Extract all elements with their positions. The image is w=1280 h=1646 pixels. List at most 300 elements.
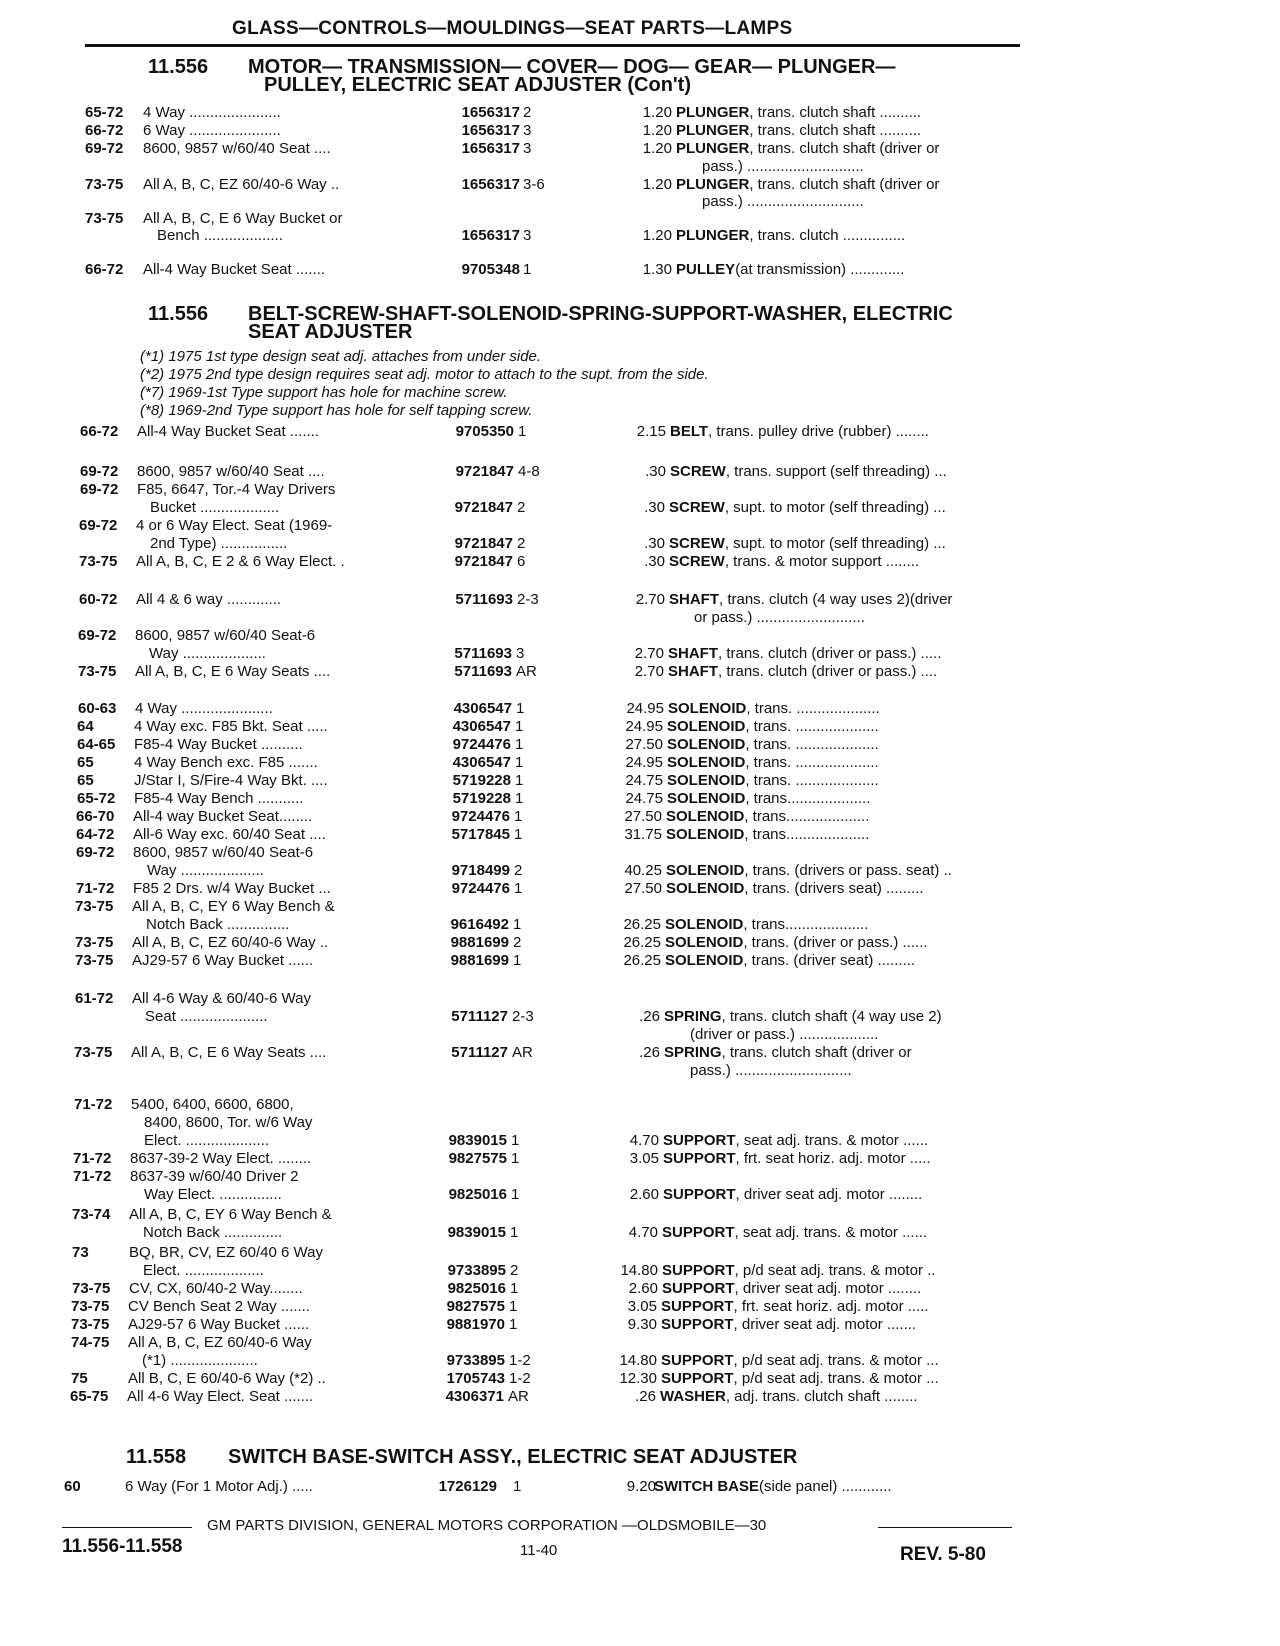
price-cell: 2.70 bbox=[635, 591, 665, 608]
part-description-cell: , trans.................... bbox=[745, 790, 871, 807]
section-3-number: 11.558 bbox=[126, 1446, 187, 1468]
year-cell: 71-72 bbox=[73, 1150, 112, 1167]
part-name-cell: SOLENOID bbox=[667, 718, 746, 735]
quantity-cell: AR bbox=[512, 1044, 533, 1061]
quantity-cell: 1 bbox=[511, 1186, 520, 1203]
price-cell: 24.75 bbox=[625, 772, 663, 789]
part-number-cell: 9721847 bbox=[454, 535, 513, 552]
year-cell: 73 bbox=[72, 1244, 89, 1261]
year-cell: 73-75 bbox=[74, 1044, 113, 1061]
part-name-cell: SUPPORT bbox=[661, 1298, 734, 1315]
model-cell: All A, B, C, E 6 Way Bucket or bbox=[143, 210, 343, 227]
part-name-cell: PLUNGER bbox=[676, 122, 750, 139]
year-cell: 73-75 bbox=[71, 1298, 110, 1315]
part-number-cell: 9721847 bbox=[454, 553, 513, 570]
quantity-cell: AR bbox=[508, 1388, 529, 1405]
quantity-cell: 2 bbox=[517, 535, 526, 552]
price-cell: 3.05 bbox=[629, 1150, 659, 1167]
part-description-cell: , trans. clutch shaft (driver or bbox=[749, 140, 940, 157]
table-row bbox=[0, 481, 1280, 498]
model-cell: AJ29-57 6 Way Bucket ...... bbox=[132, 952, 314, 969]
year-cell: 73-75 bbox=[85, 176, 124, 193]
table-row bbox=[0, 754, 1280, 771]
part-number-cell: 9881699 bbox=[450, 952, 509, 969]
table-row bbox=[0, 880, 1280, 897]
quantity-cell: 1 bbox=[510, 1224, 519, 1241]
table-row bbox=[0, 1370, 1280, 1387]
part-description-cell: pass.) ............................ bbox=[690, 1062, 852, 1079]
quantity-cell: 1 bbox=[523, 261, 532, 278]
model-cell: All-4 Way Bucket Seat ....... bbox=[143, 261, 326, 278]
part-description-cell: , trans. clutch (driver or pass.) .... bbox=[718, 663, 938, 680]
model-cell: All-4 way Bucket Seat........ bbox=[133, 808, 313, 825]
footer-division: GM PARTS DIVISION, GENERAL MOTORS CORPORATION —OLDSMOBILE—30 bbox=[207, 1517, 767, 1534]
table-row bbox=[0, 499, 1280, 516]
table-row bbox=[0, 808, 1280, 825]
quantity-cell: 2 bbox=[514, 862, 523, 879]
part-description-cell: , driver seat adj. motor ........ bbox=[734, 1280, 922, 1297]
footer-revision: REV. 5-80 bbox=[900, 1544, 986, 1565]
section-2-note-1: (*1) 1975 1st type design seat adj. attaches from under side. bbox=[140, 348, 542, 365]
year-cell: 73-75 bbox=[79, 553, 118, 570]
model-cell: Way Elect. ............... bbox=[144, 1186, 282, 1203]
table-row bbox=[0, 916, 1280, 933]
table-row bbox=[0, 1262, 1280, 1279]
part-description-cell: , frt. seat horiz. adj. motor ..... bbox=[733, 1298, 929, 1315]
part-name-cell: WASHER bbox=[660, 1388, 726, 1405]
table-row bbox=[0, 158, 1280, 175]
model-cell: All A, B, C, EZ 60/40-6 Way .. bbox=[143, 176, 340, 193]
quantity-cell: 1 bbox=[514, 880, 523, 897]
price-cell: .30 bbox=[644, 553, 665, 570]
table-row bbox=[0, 663, 1280, 680]
part-name-cell: PLUNGER bbox=[676, 176, 750, 193]
model-cell: 8637-39 w/60/40 Driver 2 bbox=[130, 1168, 299, 1185]
model-cell: CV Bench Seat 2 Way ....... bbox=[128, 1298, 311, 1315]
table-row bbox=[0, 898, 1280, 915]
quantity-cell: 1 bbox=[515, 736, 524, 753]
year-cell: 74-75 bbox=[71, 1334, 110, 1351]
part-description-cell: , driver seat adj. motor ....... bbox=[733, 1316, 917, 1333]
header-rule bbox=[85, 44, 1020, 47]
part-name-cell: SOLENOID bbox=[668, 700, 747, 717]
model-cell: All A, B, C, EY 6 Way Bench & bbox=[129, 1206, 332, 1223]
part-name-cell: SOLENOID bbox=[667, 736, 746, 753]
price-cell: 40.25 bbox=[624, 862, 662, 879]
quantity-cell: 1 bbox=[514, 826, 523, 843]
model-cell: 2nd Type) ................ bbox=[150, 535, 288, 552]
quantity-cell: 2 bbox=[517, 499, 526, 516]
model-cell: All-6 Way exc. 60/40 Seat .... bbox=[133, 826, 326, 843]
part-description-cell: , trans. clutch (4 way uses 2)(driver bbox=[719, 591, 953, 608]
model-cell: 6 Way (For 1 Motor Adj.) ..... bbox=[125, 1478, 313, 1495]
part-name-cell: SUPPORT bbox=[661, 1352, 734, 1369]
part-number-cell: 1656317 bbox=[461, 176, 520, 193]
part-number-cell: 9721847 bbox=[455, 463, 514, 480]
year-cell: 71-72 bbox=[73, 1168, 112, 1185]
price-cell: 24.95 bbox=[626, 700, 664, 717]
part-name-cell: SOLENOID bbox=[667, 790, 746, 807]
part-number-cell: 5711127 bbox=[451, 1044, 508, 1061]
part-description-cell: , p/d seat adj. trans. & motor ... bbox=[733, 1370, 939, 1387]
model-cell: 8600, 9857 w/60/40 Seat .... bbox=[137, 463, 325, 480]
year-cell: 69-72 bbox=[85, 140, 124, 157]
part-name-cell: SOLENOID bbox=[666, 826, 745, 843]
part-number-cell: 5717845 bbox=[451, 826, 510, 843]
part-name-cell: PLUNGER bbox=[676, 227, 750, 244]
part-name-cell: PLUNGER bbox=[676, 140, 750, 157]
part-name-cell: SUPPORT bbox=[662, 1224, 735, 1241]
part-number-cell: 5711693 bbox=[455, 591, 513, 608]
year-cell: 73-74 bbox=[72, 1206, 111, 1223]
part-description-cell: , seat adj. trans. & motor ...... bbox=[735, 1132, 929, 1149]
part-number-cell: 9724476 bbox=[452, 736, 511, 753]
part-number-cell: 9705350 bbox=[455, 423, 514, 440]
part-name-cell: SHAFT bbox=[668, 645, 718, 662]
table-row bbox=[0, 261, 1280, 278]
table-row bbox=[0, 1008, 1280, 1025]
part-description-cell: , trans. .................... bbox=[746, 700, 880, 717]
part-description-cell: , trans. .................... bbox=[745, 754, 879, 771]
price-cell: .26 bbox=[639, 1044, 660, 1061]
part-description-cell: , trans. clutch shaft (driver or bbox=[749, 176, 940, 193]
table-row bbox=[0, 1334, 1280, 1351]
table-row bbox=[0, 1168, 1280, 1185]
year-cell: 66-72 bbox=[80, 423, 119, 440]
page-header: GLASS—CONTROLS—MOULDINGS—SEAT PARTS—LAMPS bbox=[232, 18, 793, 39]
part-name-cell: SCREW bbox=[669, 535, 725, 552]
quantity-cell: 1 bbox=[513, 952, 522, 969]
year-cell: 65 bbox=[77, 772, 94, 789]
model-cell: 6 Way ...................... bbox=[143, 122, 281, 139]
year-cell: 61-72 bbox=[75, 990, 114, 1007]
price-cell: .30 bbox=[644, 535, 665, 552]
price-cell: 4.70 bbox=[629, 1132, 659, 1149]
section-2-note-4: (*8) 1969-2nd Type support has hole for self tapping screw. bbox=[140, 402, 533, 419]
part-description-cell: , trans. .................... bbox=[745, 718, 879, 735]
part-name-cell: SOLENOID bbox=[667, 772, 746, 789]
quantity-cell: 4-8 bbox=[518, 463, 540, 480]
part-number-cell: 9839015 bbox=[447, 1224, 506, 1241]
quantity-cell: AR bbox=[516, 663, 537, 680]
part-number-cell: 9718499 bbox=[451, 862, 510, 879]
part-description-cell: (side panel) ............ bbox=[759, 1478, 892, 1495]
part-number-cell: 1705743 bbox=[446, 1370, 505, 1387]
part-description-cell: , trans. .................... bbox=[745, 736, 879, 753]
year-cell: 69-72 bbox=[80, 463, 119, 480]
part-description-cell: , supt. to motor (self threading) ... bbox=[724, 499, 946, 516]
part-description-cell: , adj. trans. clutch shaft ........ bbox=[725, 1388, 918, 1405]
quantity-cell: 3 bbox=[523, 140, 532, 157]
table-row bbox=[0, 591, 1280, 608]
year-cell: 64 bbox=[77, 718, 94, 735]
part-name-cell: SHAFT bbox=[669, 591, 719, 608]
part-number-cell: 1656317 bbox=[461, 227, 520, 244]
quantity-cell: 2 bbox=[510, 1262, 519, 1279]
table-row bbox=[0, 700, 1280, 717]
year-cell: 73-75 bbox=[75, 952, 114, 969]
price-cell: .26 bbox=[635, 1388, 656, 1405]
part-name-cell: SOLENOID bbox=[666, 862, 745, 879]
model-cell: Bucket ................... bbox=[150, 499, 280, 516]
price-cell: 1.20 bbox=[642, 176, 672, 193]
quantity-cell: 1 bbox=[511, 1150, 520, 1167]
price-cell: .30 bbox=[645, 463, 666, 480]
section-2-note-3: (*7) 1969-1st Type support has hole for machine screw. bbox=[140, 384, 508, 401]
price-cell: 14.80 bbox=[620, 1262, 658, 1279]
year-cell: 69-72 bbox=[78, 627, 117, 644]
part-number-cell: 1726129 bbox=[438, 1478, 497, 1495]
part-description-cell: , trans. & motor support ........ bbox=[724, 553, 920, 570]
footer-rule-right bbox=[878, 1527, 1012, 1528]
part-description-cell: , driver seat adj. motor ........ bbox=[735, 1186, 923, 1203]
year-cell: 60-72 bbox=[79, 591, 118, 608]
table-row bbox=[0, 862, 1280, 879]
quantity-cell: 3-6 bbox=[523, 176, 545, 193]
year-cell: 69-72 bbox=[76, 844, 115, 861]
model-cell: All A, B, C, E 6 Way Seats .... bbox=[135, 663, 331, 680]
quantity-cell: 1 bbox=[515, 718, 524, 735]
model-cell: AJ29-57 6 Way Bucket ...... bbox=[128, 1316, 310, 1333]
section-3-title-line-1: SWITCH BASE-SWITCH ASSY., ELECTRIC SEAT ADJUSTER bbox=[228, 1446, 798, 1468]
quantity-cell: 2 bbox=[523, 104, 532, 121]
table-row bbox=[0, 990, 1280, 1007]
price-cell: 2.70 bbox=[634, 645, 664, 662]
price-cell: .26 bbox=[639, 1008, 660, 1025]
part-name-cell: SWITCH BASE bbox=[654, 1478, 759, 1495]
table-row bbox=[0, 1224, 1280, 1241]
part-name-cell: SOLENOID bbox=[666, 880, 745, 897]
quantity-cell: 1 bbox=[513, 1478, 522, 1495]
part-description-cell: pass.) ............................ bbox=[702, 193, 864, 210]
part-name-cell: SOLENOID bbox=[665, 934, 744, 951]
part-description-cell: , trans. clutch (driver or pass.) ..... bbox=[718, 645, 942, 662]
year-cell: 65-72 bbox=[77, 790, 116, 807]
part-name-cell: SOLENOID bbox=[665, 916, 744, 933]
table-row bbox=[0, 535, 1280, 552]
year-cell: 65-72 bbox=[85, 104, 124, 121]
part-description-cell: (at transmission) ............. bbox=[735, 261, 905, 278]
model-cell: 4 Way Bench exc. F85 ....... bbox=[134, 754, 318, 771]
year-cell: 73-75 bbox=[72, 1280, 111, 1297]
part-description-cell: , seat adj. trans. & motor ...... bbox=[734, 1224, 928, 1241]
model-cell: Elect. .................... bbox=[144, 1132, 270, 1149]
table-row bbox=[0, 553, 1280, 570]
part-description-cell: , trans. (drivers or pass. seat) .. bbox=[744, 862, 952, 879]
year-cell: 66-70 bbox=[76, 808, 115, 825]
part-number-cell: 9705348 bbox=[461, 261, 520, 278]
part-name-cell: SUPPORT bbox=[663, 1150, 736, 1167]
price-cell: 27.50 bbox=[624, 880, 662, 897]
year-cell: 66-72 bbox=[85, 122, 124, 139]
part-description-cell: , p/d seat adj. trans. & motor .. bbox=[734, 1262, 936, 1279]
part-description-cell: , trans. clutch shaft (4 way use 2) bbox=[721, 1008, 942, 1025]
model-cell: F85 2 Drs. w/4 Way Bucket ... bbox=[133, 880, 331, 897]
part-name-cell: SCREW bbox=[670, 463, 726, 480]
part-number-cell: 9825016 bbox=[447, 1280, 506, 1297]
part-name-cell: SCREW bbox=[669, 553, 725, 570]
part-number-cell: 4306547 bbox=[452, 754, 511, 771]
part-number-cell: 4306547 bbox=[453, 700, 512, 717]
part-description-cell: pass.) ............................ bbox=[702, 158, 864, 175]
model-cell: Bench ................... bbox=[157, 227, 283, 244]
part-number-cell: 9827575 bbox=[446, 1298, 505, 1315]
quantity-cell: 1 bbox=[509, 1316, 518, 1333]
table-row bbox=[0, 1388, 1280, 1405]
model-cell: 8637-39-2 Way Elect. ........ bbox=[130, 1150, 312, 1167]
year-cell: 71-72 bbox=[74, 1096, 113, 1113]
part-description-cell: or pass.) .......................... bbox=[694, 609, 865, 626]
part-number-cell: 5719228 bbox=[452, 772, 511, 789]
table-row bbox=[0, 736, 1280, 753]
price-cell: 9.20 bbox=[626, 1478, 656, 1495]
part-number-cell: 4306371 bbox=[445, 1388, 504, 1405]
table-row bbox=[0, 1186, 1280, 1203]
price-cell: 26.25 bbox=[623, 952, 661, 969]
model-cell: 4 Way ...................... bbox=[135, 700, 273, 717]
model-cell: All A, B, C, EZ 60/40-6 Way bbox=[128, 1334, 312, 1351]
model-cell: BQ, BR, CV, EZ 60/40 6 Way bbox=[129, 1244, 323, 1261]
model-cell: Way .................... bbox=[147, 862, 264, 879]
model-cell: Seat ..................... bbox=[145, 1008, 268, 1025]
price-cell: 2.60 bbox=[628, 1280, 658, 1297]
year-cell: 66-72 bbox=[85, 261, 124, 278]
price-cell: 2.60 bbox=[629, 1186, 659, 1203]
quantity-cell: 6 bbox=[517, 553, 526, 570]
section-2-title-line-1: BELT-SCREW-SHAFT-SOLENOID-SPRING-SUPPORT-WASHER, ELECTRIC bbox=[248, 303, 953, 325]
table-row bbox=[0, 176, 1280, 193]
year-cell: 65 bbox=[77, 754, 94, 771]
footer-page-number: 11-40 bbox=[520, 1542, 558, 1559]
quantity-cell: 1 bbox=[515, 790, 524, 807]
quantity-cell: 1-2 bbox=[509, 1352, 531, 1369]
part-name-cell: SUPPORT bbox=[662, 1262, 735, 1279]
part-number-cell: 9733895 bbox=[446, 1352, 505, 1369]
part-description-cell: , frt. seat horiz. adj. motor ..... bbox=[735, 1150, 931, 1167]
part-number-cell: 1656317 bbox=[461, 122, 520, 139]
year-cell: 65-75 bbox=[70, 1388, 109, 1405]
quantity-cell: 3 bbox=[523, 122, 532, 139]
table-row bbox=[0, 609, 1280, 626]
table-row bbox=[0, 1352, 1280, 1369]
table-row bbox=[0, 193, 1280, 210]
quantity-cell: 1 bbox=[515, 754, 524, 771]
price-cell: 26.25 bbox=[623, 916, 661, 933]
part-description-cell: , trans. clutch shaft .......... bbox=[749, 104, 922, 121]
part-description-cell: , trans. (drivers seat) ......... bbox=[744, 880, 924, 897]
model-cell: Notch Back ............... bbox=[146, 916, 290, 933]
section-1-title-line-2: PULLEY, ELECTRIC SEAT ADJUSTER (Con't) bbox=[264, 74, 691, 96]
part-name-cell: PLUNGER bbox=[676, 104, 750, 121]
table-row bbox=[0, 772, 1280, 789]
table-row bbox=[0, 1062, 1280, 1079]
quantity-cell: 1-2 bbox=[509, 1370, 531, 1387]
quantity-cell: 2 bbox=[513, 934, 522, 951]
model-cell: 4 Way ...................... bbox=[143, 104, 281, 121]
year-cell: 71-72 bbox=[76, 880, 115, 897]
part-number-cell: 5711693 bbox=[454, 645, 512, 662]
section-2-heading bbox=[148, 305, 1048, 345]
table-row bbox=[0, 934, 1280, 951]
table-row bbox=[0, 627, 1280, 644]
part-number-cell: 1656317 bbox=[461, 104, 520, 121]
quantity-cell: 2-3 bbox=[517, 591, 539, 608]
table-row bbox=[0, 790, 1280, 807]
part-description-cell: , supt. to motor (self threading) ... bbox=[724, 535, 946, 552]
footer-rule-left bbox=[62, 1527, 192, 1528]
part-name-cell: SCREW bbox=[669, 499, 725, 516]
section-1-title-line-1: MOTOR— TRANSMISSION— COVER— DOG— GEAR— PLUNGER— bbox=[248, 56, 896, 78]
quantity-cell: 3 bbox=[516, 645, 525, 662]
price-cell: 27.50 bbox=[625, 736, 663, 753]
part-name-cell: SPRING bbox=[664, 1008, 722, 1025]
part-name-cell: SOLENOID bbox=[667, 754, 746, 771]
model-cell: F85-4 Way Bench ........... bbox=[134, 790, 304, 807]
year-cell: 69-72 bbox=[80, 481, 119, 498]
part-description-cell: , trans.................... bbox=[744, 808, 870, 825]
table-row bbox=[0, 952, 1280, 969]
table-row bbox=[0, 1280, 1280, 1297]
part-name-cell: SHAFT bbox=[668, 663, 718, 680]
price-cell: 2.70 bbox=[634, 663, 664, 680]
model-cell: All A, B, C, E 2 & 6 Way Elect. . bbox=[136, 553, 345, 570]
price-cell: 26.25 bbox=[623, 934, 661, 951]
quantity-cell: 2-3 bbox=[512, 1008, 534, 1025]
part-number-cell: 9881699 bbox=[450, 934, 509, 951]
part-description-cell: (driver or pass.) ................... bbox=[690, 1026, 879, 1043]
quantity-cell: 1 bbox=[511, 1132, 520, 1149]
part-number-cell: 9825016 bbox=[448, 1186, 507, 1203]
part-description-cell: , trans. clutch shaft .......... bbox=[749, 122, 922, 139]
part-description-cell: , trans. clutch ............... bbox=[749, 227, 906, 244]
footer-group-range: 11.556-11.558 bbox=[62, 1536, 183, 1557]
price-cell: 1.20 bbox=[642, 122, 672, 139]
model-cell: 8600, 9857 w/60/40 Seat-6 bbox=[135, 627, 316, 644]
part-description-cell: , trans.................... bbox=[744, 826, 870, 843]
model-cell: CV, CX, 60/40-2 Way........ bbox=[129, 1280, 303, 1297]
price-cell: 9.30 bbox=[627, 1316, 657, 1333]
part-description-cell: , p/d seat adj. trans. & motor ... bbox=[733, 1352, 939, 1369]
part-description-cell: , trans. support (self threading) ... bbox=[725, 463, 947, 480]
part-number-cell: 9881970 bbox=[446, 1316, 505, 1333]
part-description-cell: , trans. (driver or pass.) ...... bbox=[743, 934, 928, 951]
model-cell: J/Star I, S/Fire-4 Way Bkt. .... bbox=[134, 772, 328, 789]
model-cell: All 4-6 Way & 60/40-6 Way bbox=[132, 990, 311, 1007]
table-row bbox=[0, 140, 1280, 157]
part-number-cell: 9733895 bbox=[447, 1262, 506, 1279]
price-cell: 1.20 bbox=[642, 104, 672, 121]
year-cell: 60 bbox=[64, 1478, 81, 1495]
part-number-cell: 5711127 bbox=[451, 1008, 508, 1025]
quantity-cell: 1 bbox=[515, 772, 524, 789]
model-cell: Elect. ................... bbox=[143, 1262, 264, 1279]
part-name-cell: SUPPORT bbox=[662, 1280, 735, 1297]
part-description-cell: , trans.................... bbox=[743, 916, 869, 933]
model-cell: 8600, 9857 w/60/40 Seat-6 bbox=[133, 844, 314, 861]
year-cell: 75 bbox=[71, 1370, 88, 1387]
table-row bbox=[0, 1114, 1280, 1131]
year-cell: 73-75 bbox=[75, 898, 114, 915]
part-number-cell: 5711693 bbox=[454, 663, 512, 680]
part-number-cell: 9724476 bbox=[451, 880, 510, 897]
part-description-cell: , trans. .................... bbox=[745, 772, 879, 789]
part-number-cell: 9839015 bbox=[448, 1132, 507, 1149]
year-cell: 60-63 bbox=[78, 700, 117, 717]
table-row bbox=[0, 122, 1280, 139]
table-row bbox=[0, 1150, 1280, 1167]
table-row bbox=[0, 645, 1280, 662]
table-row bbox=[0, 826, 1280, 843]
